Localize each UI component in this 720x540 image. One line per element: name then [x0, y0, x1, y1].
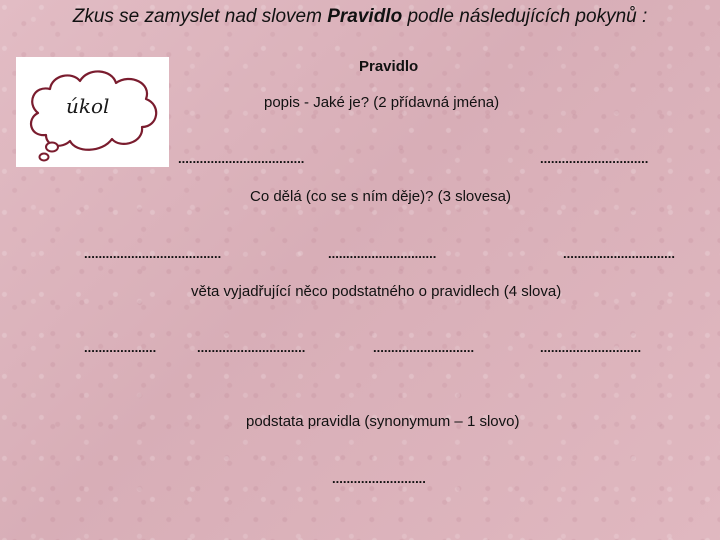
- task-badge: [16, 57, 169, 167]
- actions-prompt: Co dělá (co se s ním děje)? (3 slovesa): [250, 188, 511, 205]
- worksheet-title: Pravidlo: [359, 58, 419, 75]
- synonym-blank: ..........................: [332, 471, 426, 486]
- describe-prompt: popis - Jaké je? (2 přídavná jména): [264, 94, 500, 111]
- describe-blank-1: ...................................: [178, 151, 305, 166]
- synonym-prompt: podstata pravidla (synonymum – 1 slovo): [246, 413, 520, 430]
- sentence-blank-3: ............................: [373, 340, 475, 355]
- heading-word: Pravidlo: [327, 6, 403, 27]
- sentence-blank-1: ....................: [84, 340, 157, 355]
- task-label: úkol: [66, 94, 110, 118]
- actions-blank-1: ......................................: [84, 246, 222, 261]
- page-heading: [0, 6, 720, 28]
- sentence-blank-4: ............................: [540, 340, 642, 355]
- sentence-blank-2: ..............................: [197, 340, 306, 355]
- describe-blank-2: ..............................: [540, 151, 649, 166]
- actions-blank-3: ...............................: [563, 246, 675, 261]
- sentence-prompt: věta vyjadřující něco podstatného o pravidlech (4 slova): [191, 283, 562, 300]
- actions-blank-2: ..............................: [328, 246, 437, 261]
- heading-suffix: podle následujících pokynů :: [402, 6, 648, 27]
- heading-prefix: Zkus se zamyslet nad slovem: [72, 6, 328, 27]
